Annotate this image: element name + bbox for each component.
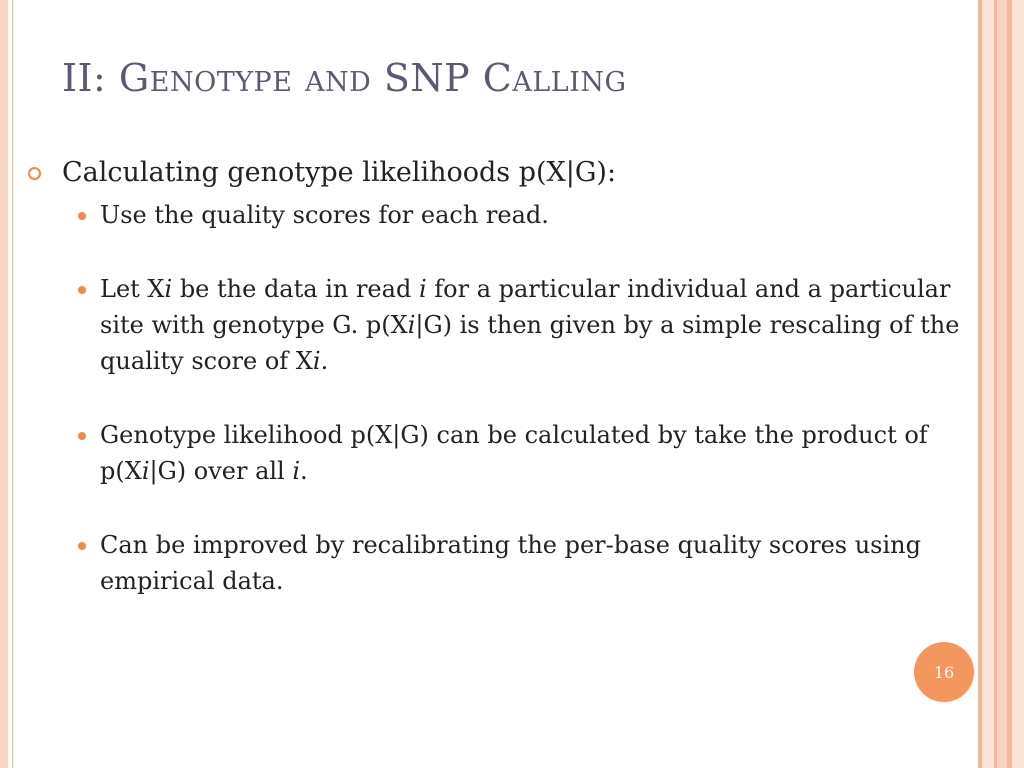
left-border-strip [0,0,8,768]
left-border-line [12,0,13,768]
sub-bullet-1 [22,197,962,233]
sub-bullet-text: Use the quality scores for each read. [100,201,549,229]
sub-bullet-4 [22,527,962,599]
dot-bullet-icon [78,542,86,550]
sub-bullet-3 [22,417,962,489]
dot-bullet-icon [78,286,86,294]
page-number-badge: 16 [914,642,974,702]
sub-bullet-text: Let Xi be the data in read i for a particular individual and a particular site with genotype G. p(Xi|G) is then given by a simple rescaling of the quality score of Xi. [100,275,960,375]
dot-bullet-icon [78,212,86,220]
hollow-circle-bullet-icon [28,167,41,180]
sub-bullet-text: Genotype likelihood p(X|G) can be calculated by take the product of p(Xi|G) over all i. [100,421,928,485]
sub-bullet-2 [22,271,962,379]
main-bullet-text: Calculating genotype likelihoods p(X|G): [62,157,617,188]
slide-title: II: Genotype and SNP Calling [62,56,627,100]
right-border-stripes [978,0,1024,768]
sub-bullet-text: Can be improved by recalibrating the per-base quality scores using empirical data. [100,531,921,595]
dot-bullet-icon [78,432,86,440]
slide-content [22,155,962,599]
main-bullet [22,155,962,191]
